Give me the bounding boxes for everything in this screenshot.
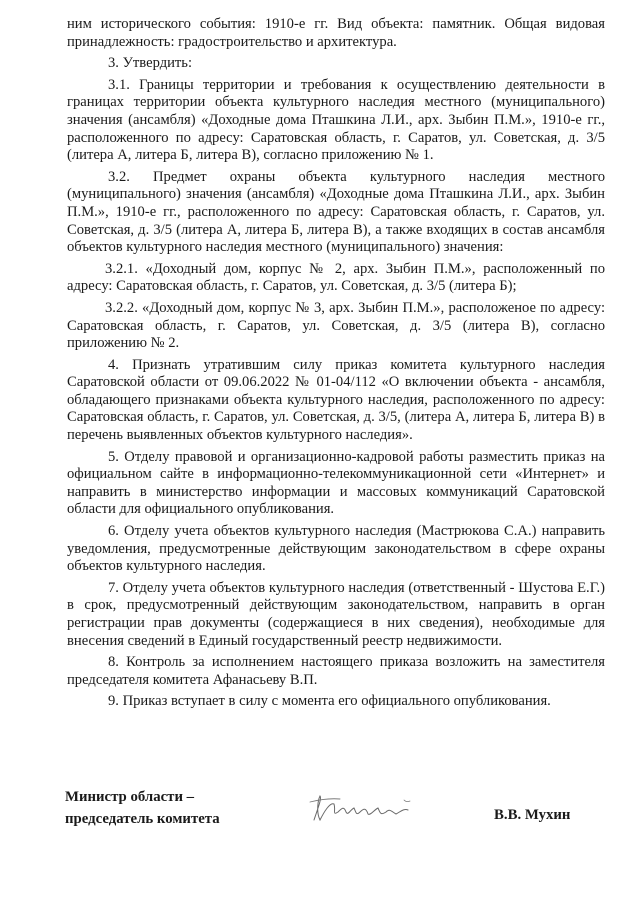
paragraph-item-5: 5. Отделу правовой и организационно-кадровой работы разместить приказ на официальном сайте в информационно-телекоммуникационной сети «Интернет» и направить в министерство информации и массовых коммуникаций Саратовской области для официального опубликования. (67, 448, 605, 518)
signatory-name: В.В. Мухин (494, 807, 571, 823)
paragraph-item-3: 3. Утвердить: (108, 55, 193, 72)
paragraph-item-4: 4. Признать утратившим силу приказ комитета культурного наследия Саратовской области от 09.06.2022 № 01-04/112 «О включении объекта - ансамбля, обладающего признаками объекта культурного наследия, расположенного по адресу: Саратовская область, г. Саратов, ул. Советская, д. 3/5, (литера А, литера Б, литера В) в перечень выявленных объектов культурного наследия». (67, 356, 605, 444)
signatory-title (65, 786, 220, 830)
paragraph-item-8: 8. Контроль за исполнением настоящего приказа возложить на заместителя председателя комитета Афанасьеву В.П. (67, 654, 605, 688)
handwritten-signature (300, 790, 430, 830)
paragraph-item-6: 6. Отделу учета объектов культурного наследия (Мастрюкова С.А.) направить уведомления, предусмотренные действующим законодательством в сфере охраны объектов культурного наследия. (67, 523, 605, 575)
paragraph-item-3-1: 3.1. Границы территории и требования к осуществлению деятельности в границах территории объекта культурного наследия местного (муниципального) значения (ансамбля) «Доходные дома Пташкина Л.И., арх. Зыбин П.М.», 1910-е гг., расположенного по адресу: Саратовская область, г. Саратов, ул. Советская, д. 3/5 (литера А, литера Б, литера В), согласно приложению № 1. (67, 76, 605, 164)
document-body (67, 16, 605, 715)
paragraph-item-7: 7. Отделу учета объектов культурного наследия (ответственный - Шустова Е.Г.) в срок, предусмотренный действующим законодательством, направить в орган регистрации прав документы (содержащиеся в них сведения), необходимые для внесения сведений в Единый государственный реестр недвижимости. (67, 579, 605, 649)
paragraph-item-3-2: 3.2. Предмет охраны объекта культурного наследия местного (муниципального) значения (ансамбля) «Доходные дома Пташкина Л.И., арх. Зыбин П.М.», 1910-е гг., расположенного по адресу: Саратовская область, г. Саратов, ул. Советская, д. 3/5 (литера А, литера Б, литера В), а также входящих в состав ансамбля объектов культурного наследия местного (муниципального) значения: (67, 168, 605, 256)
paragraph-item-9: 9. Приказ вступает в силу с момента его официального опубликования. (108, 693, 551, 710)
paragraph-intro-continuation: ним исторического события: 1910-е гг. Вид объекта: памятник. Общая видовая принадлежность: градостроительство и архитектура. (67, 16, 605, 50)
paragraph-item-3-2-2: 3.2.2. «Доходный дом, корпус № 3, арх. Зыбин П.М.», расположеное по адресу: Саратовская область, г. Саратов, ул. Советская, д. 3/5 (литера В), согласно приложению № 2. (67, 299, 605, 352)
signatory-title-line2: председатель комитета (65, 811, 220, 827)
signatory-title-line1: Министр области – (65, 789, 195, 805)
paragraph-item-3-2-1: 3.2.1. «Доходный дом, корпус № 2, арх. Зыбин П.М.», расположенный по адресу: Саратовская область, г. Саратов, ул. Советская, д. 3/5 (литера Б); (67, 260, 605, 295)
